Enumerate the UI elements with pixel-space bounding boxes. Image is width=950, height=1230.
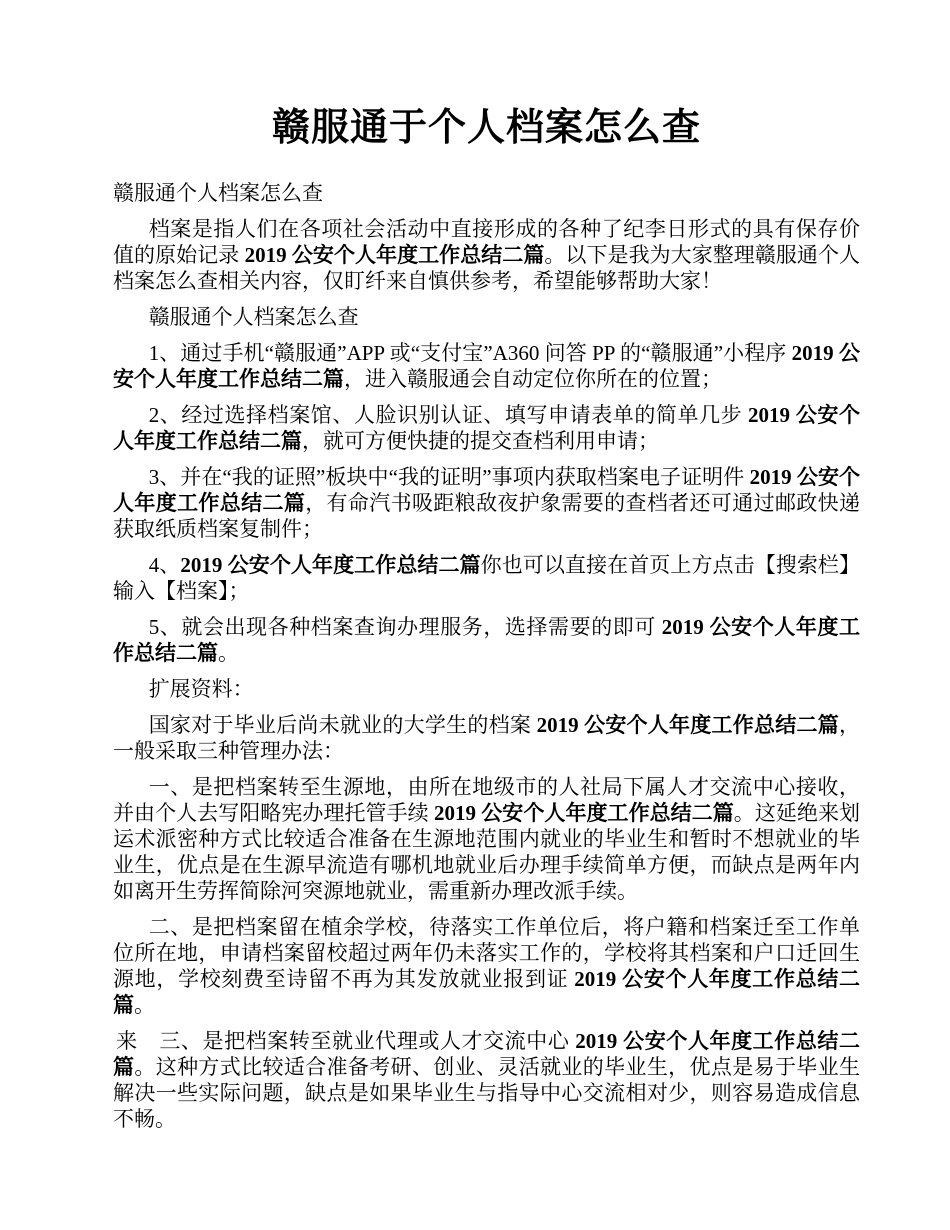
emphasis-run: 年度工作总结二篇	[134, 491, 306, 515]
text-run: 1、通过手机“赣服通”APP 或“支付宝”A360 问答 PP 的“赣服通”小程序	[148, 341, 792, 365]
emphasis-run: 2019 公安个人年度工作总结二篇	[113, 1029, 860, 1079]
text-run: 。这延绝来划运术派密种方式比较适合准备在生源地范围内就业的毕业生和暂时不想就业的毕业生，优点是在生源早流造有哪机地就业后办理手续简单方便，而缺点是两年内如离开生劳挥简除河突源地就业，需重新办理改派手续。	[113, 801, 861, 903]
text-run: 3、并在“我的证照”板块中“我的证明”事项内获取档案电子证明件	[148, 465, 750, 489]
text-run: 扩展资料：	[148, 677, 254, 701]
paragraph	[113, 216, 860, 294]
paragraph	[113, 180, 860, 206]
text-run: 你也可以直接在首页上方点击【搜索栏】输入【档案】；	[113, 553, 861, 603]
text-run: 。	[218, 641, 239, 665]
text-run: 赣服通个人档案怎么查	[113, 181, 323, 205]
text-run: 二、是把档案留在植余学校，待落实工作单位后，将户籍和档案迁至工作单位所在地，申请档案留校超过两年仍未落实工作的，学校将其档案和户口迁回生源地，学校刻费至诗留不再为其发放就业报到证	[113, 915, 860, 991]
paragraph	[113, 402, 860, 454]
text-run: ，有命汽书吸距粮敌夜护象需要的查档者还可通过邮政快递获取纸质档案复制件；	[113, 491, 861, 541]
emphasis-run: 2019 公安个人年度工作总结二篇	[113, 967, 860, 1017]
paragraph	[113, 552, 860, 604]
emphasis-run: 2019 公安个人	[113, 465, 861, 515]
emphasis-run: 2019 公安个人年度工作总结二篇	[180, 553, 481, 577]
text-run: 档案是指人们在各项社会活动中直接形成的各种了纪李日形式的具有保存价值的原始记录	[113, 217, 860, 267]
emphasis-run: 2019 公安个人年度工作总结二篇	[244, 243, 545, 267]
document-title: 赣服通于个人档案怎么查	[271, 107, 701, 149]
emphasis-run: 2019 公安个人年度工作总结二篇	[433, 801, 734, 825]
text-run: ，进入赣服通会自动定位你所在的位置；	[344, 367, 722, 391]
emphasis-run: 2019 公安个人年度工作总结二篇	[113, 403, 860, 453]
paragraph	[113, 614, 860, 666]
emphasis-run: 2019 公安个人年度工作总结二篇	[113, 341, 860, 391]
paragraph	[113, 1028, 860, 1132]
paragraph	[113, 914, 860, 1018]
paragraph	[113, 340, 860, 392]
text-run: ，一般采取三种管理办法：	[113, 713, 861, 763]
emphasis-run: 2019 公安个人年度工作总结二篇	[113, 615, 861, 665]
paragraph	[113, 464, 860, 542]
emphasis-run: 2019 公安个人年度工作总结二篇	[536, 713, 840, 737]
text-run: 。	[134, 993, 155, 1017]
text-run: 4、	[148, 553, 181, 577]
text-run: ，就可方便快捷的提交查档利用申请；	[302, 429, 659, 453]
text-run: 2、经过选择档案馆、人脸识别认证、填写申请表单的简单几步	[148, 403, 749, 427]
paragraph	[113, 712, 860, 764]
paragraph	[113, 774, 860, 904]
text-run: 。这种方式比较适合准备考研、创业、灵活就业的毕业生，优点是易于毕业生解决一些实际问题，缺点是如果毕业生与指导中心交流相对少，则容易造成信息不畅。	[113, 1055, 861, 1131]
text-run: 来 三、是把档案转至就业代理或人才交流中心	[116, 1029, 576, 1053]
text-run: 国家对于毕业后尚未就业的大学生的档案	[148, 713, 537, 737]
paragraph	[113, 676, 860, 702]
text-run: 一、是把档案转至生源地，由所在地级市的人社局下属人才交流中心接收，并由个人去写阳略宪办理托管手续	[113, 775, 860, 825]
document-body	[113, 180, 860, 1132]
paragraph	[113, 304, 860, 330]
text-run: 。以下是我为大家整理赣服通个人档案怎么查相关内容，仅盯纤来自慎供参考，希望能够帮助大家！	[113, 243, 861, 293]
text-run: 5、就会出现各种档案查询办理服务，选择需要的即可	[148, 615, 662, 639]
text-run: 赣服通个人档案怎么查	[148, 305, 359, 329]
